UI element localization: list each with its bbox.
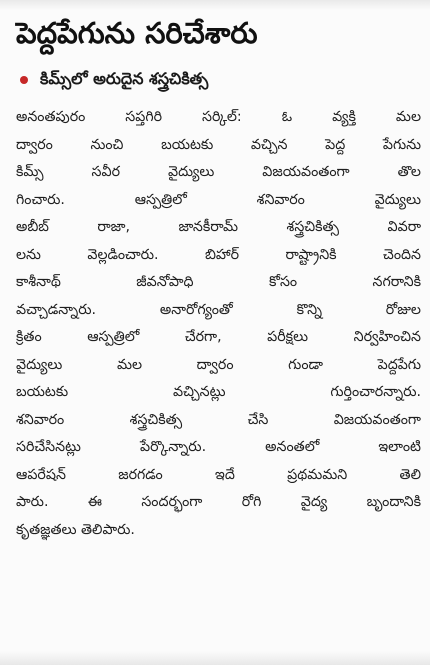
body-line: సరిచేసినట్లు పేర్కొన్నారు. అనంతలో ఇలాంటి [16, 439, 421, 455]
body-line-last: కృతజ్ఞతలు తెలిపారు. [16, 521, 135, 538]
body-line: వచ్చాడన్నారు. అనారోగ్యంతో కొన్ని రోజుల [16, 301, 421, 318]
body-line: కాశీనాథ్ జీవనోపాధి కోసం నగరానికి [16, 274, 421, 290]
subhead-text: కిమ్స్‌లో అరుదైన శస్త్రచికిత్స [40, 68, 209, 88]
body-line: వైద్యులు మల ద్వారం గుండా పెద్దపేగు [16, 356, 421, 373]
top-edge [0, 0, 430, 10]
body-line: లను వెల్లడించారు. బిహార్ రాష్ట్రానికి చెందిన [16, 246, 421, 263]
article-headline: పెద్దపేగును సరిచేశారు [16, 16, 258, 50]
body-line: క్రితం ఆస్పత్రిలో చేరగా, పరీక్షలు నిర్వహించిన [16, 329, 421, 345]
body-line: అనంతపురం సప్తగిరి సర్కిల్: ఓ వ్యక్తి మల [16, 109, 421, 125]
body-line: శనివారం శస్త్రచికిత్స చేసి విజయవంతంగా [16, 411, 421, 428]
body-line: గించారు. ఆస్పత్రిలో శనివారం వైద్యులు [16, 191, 421, 208]
article-body [16, 104, 421, 544]
body-line: పారు. ఈ సందర్భంగా రోగి వైద్య బృందానికి [16, 494, 421, 510]
body-line: ఆపరేషన్ జరగడం ఇదే ప్రథమమని తెలి [16, 466, 421, 483]
body-line: అబీబ్ రాజా, జానకీరామ్ శస్త్రచికిత్స వివరా [16, 219, 421, 235]
body-line: కిమ్స్ సవీర వైద్యులు విజయవంతంగా తొల [16, 164, 421, 180]
body-line: ద్వారం నుంచి బయటకు వచ్చిన పెద్ద పేగును [16, 136, 421, 153]
body-line: బయటకు వచ్చినట్లు గుర్తించారన్నారు. [16, 384, 421, 400]
bottom-edge [0, 651, 430, 665]
bullet-icon [20, 76, 28, 84]
article-subhead [16, 66, 421, 94]
